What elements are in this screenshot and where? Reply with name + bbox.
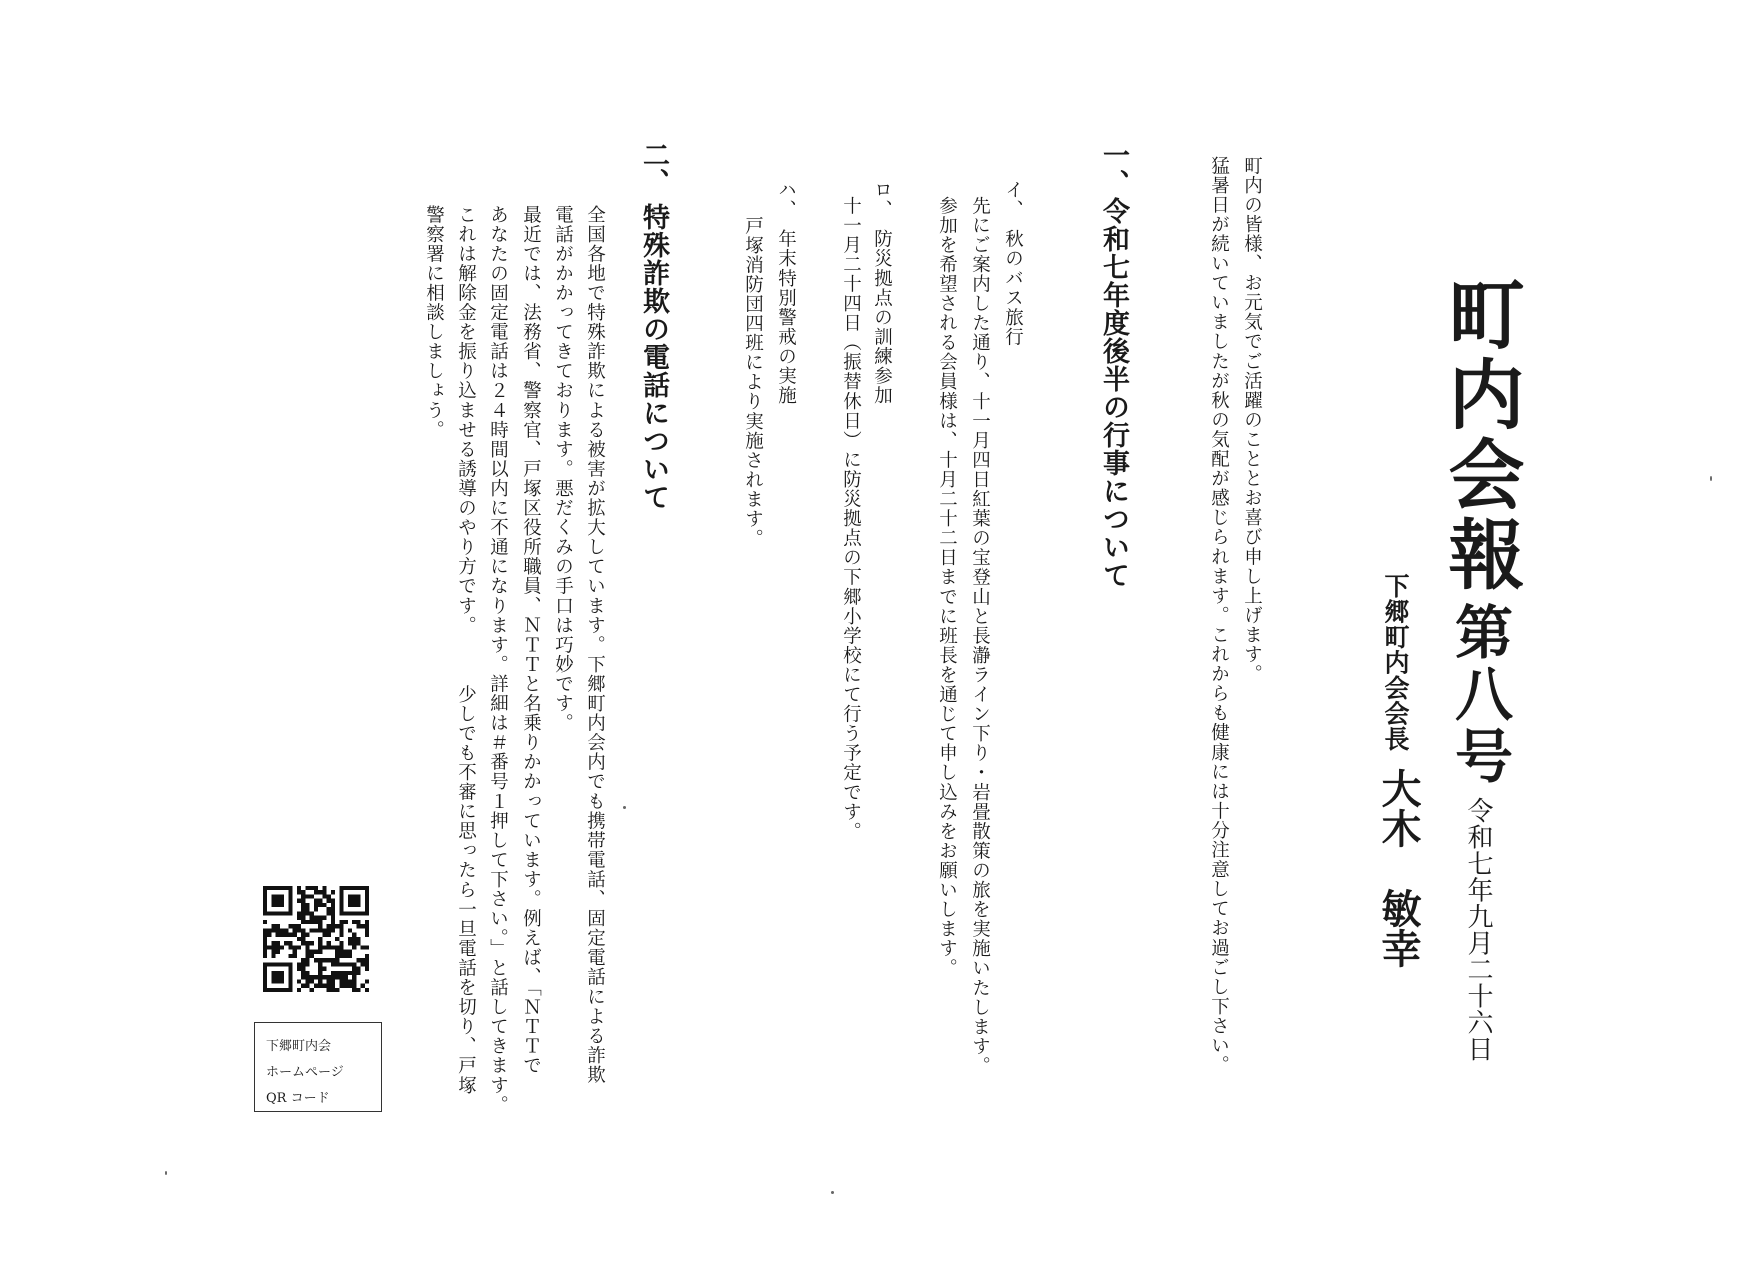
event-label-disaster-drill: ロ、 防災拠点の訓練参加 [871, 180, 893, 406]
author-name: 大木 敏幸 [1375, 768, 1421, 968]
event-label-bus-trip: イ、 秋のバス旅行 [1002, 180, 1024, 347]
author-title: 下郷町内会会長 [1381, 573, 1410, 752]
qr-caption-line: 下郷町内会 [266, 1039, 332, 1054]
event-label-year-end-patrol: ハ、 年末特別警戒の実施 [775, 180, 797, 406]
fraud-body-line: 電話がかかってきております。悪だくみの手口は巧妙です。 [552, 205, 574, 733]
scan-speck [623, 806, 626, 809]
fraud-body-line: これは解除金を振り込ませる誘導のやり方です。 少しでも不審に思ったら一旦電話を切り、戸塚 [455, 205, 477, 1096]
scan-speck [165, 1171, 167, 1175]
scan-speck [831, 1191, 834, 1194]
event-body-line: 戸塚消防団四班により実施されます。 [742, 216, 764, 549]
fraud-body-line: あなたの固定電話は２４時間以内に不通になります。詳細は＃番号１押して下さい。」と話してきます。 [487, 205, 509, 1115]
event-body-line: 先にご案内した通り、十一月四日紅葉の宝登山と長瀞ライン下り・岩畳散策の旅を実施いたします。 [969, 196, 991, 1076]
section-heading-fraud: 特殊詐欺の電話について [638, 203, 669, 511]
section-number: 二、 [638, 141, 669, 195]
qr-code-icon[interactable] [261, 886, 371, 992]
section-heading-events: 一、令和七年度後半の行事について [1098, 141, 1129, 589]
issue-date: 令和七年九月二十六日 [1463, 797, 1493, 1062]
qr-caption-box [254, 1022, 382, 1112]
greeting-line: 猛暑日が続いていましたが秋の気配が感じられます。これからも健康には十分注意してお過ごし下さい。 [1208, 156, 1230, 1075]
fraud-body-line: 警察署に相談しましょう。 [423, 205, 445, 440]
qr-caption-line: ホームページ [266, 1065, 344, 1080]
event-body-line: 参加を希望される会員様は、十月二十二日までに班長を通じて申し込みをお願いします。 [936, 196, 958, 978]
newsletter-title: 町内会報 [1436, 275, 1525, 595]
greeting-line: 町内の皆様、お元気でご活躍のこととお喜び申し上げます。 [1241, 156, 1263, 684]
fraud-body-line: 最近では、法務省、警察官、戸塚区役所職員、ＮＴＴと名乗りかかっています。例えば、「ＮＴＴで [520, 205, 542, 1076]
scan-speck [1710, 476, 1712, 481]
fraud-body-line: 全国各地で特殊詐欺による被害が拡大しています。下郷町内会内でも携帯電話、固定電話による詐欺 [584, 205, 606, 1085]
event-body-line: 十一月二十四日（振替休日）に防災拠点の下郷小学校にて行う予定です。 [840, 196, 862, 842]
issue-number: 第八号 [1445, 602, 1513, 788]
qr-caption-line: QR コード [266, 1091, 330, 1106]
